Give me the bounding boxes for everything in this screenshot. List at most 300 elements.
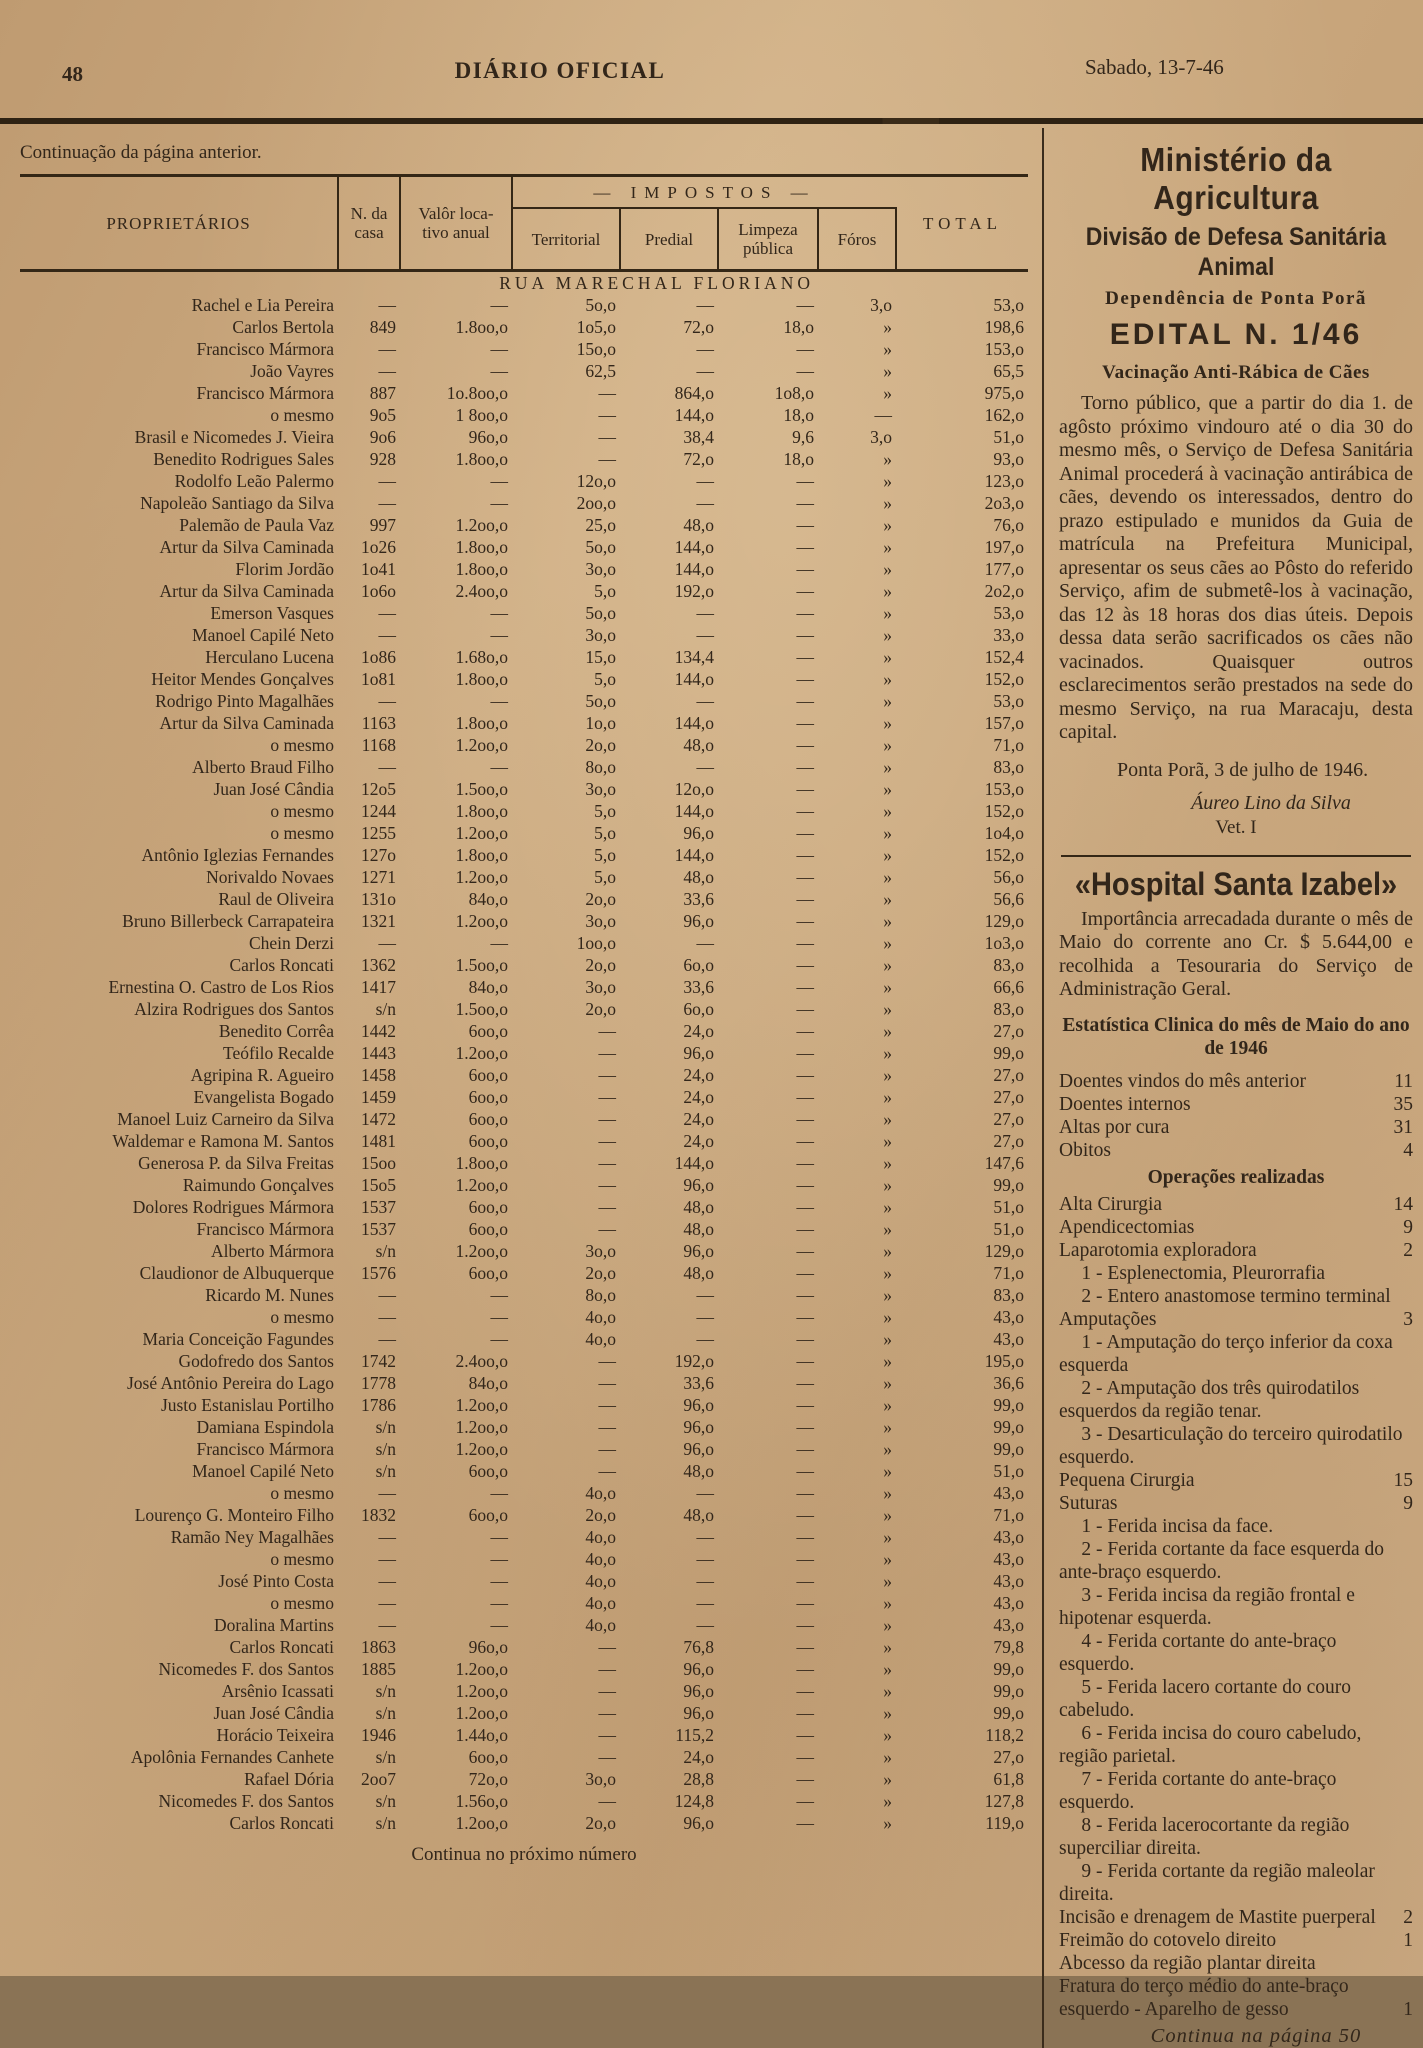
cell: Raimundo Gonçalves: [182, 1175, 334, 1195]
cell: —: [378, 603, 396, 623]
detail-line: 2 - Ferida cortante da face esquerda do ante-braço esquerdo.: [1059, 1538, 1385, 1583]
stat-line: [1059, 1929, 1413, 1952]
cell: 1255: [361, 823, 396, 843]
cell: —: [598, 1637, 616, 1657]
cell: »: [883, 735, 893, 755]
cell: José Antônio Pereira do Lago: [126, 1373, 334, 1393]
table-row: [20, 976, 1028, 998]
cell: —: [796, 1527, 814, 1547]
cell: 3o,o: [585, 911, 616, 931]
cell: 43,o: [993, 1483, 1025, 1503]
cell: o mesmo: [270, 735, 334, 755]
cell: Rodolfo Leão Palermo: [174, 471, 334, 491]
cell: 1.44o,o: [455, 1725, 508, 1745]
cell: Teófilo Recalde: [222, 1043, 334, 1063]
cell: 5,o: [594, 801, 616, 821]
cell: 18,o: [783, 405, 814, 425]
table-row: [20, 338, 1028, 360]
columns: [0, 128, 1423, 2048]
cell: 61,8: [993, 1769, 1025, 1789]
left-column: [0, 128, 1042, 2048]
cell: »: [883, 1351, 893, 1371]
cell: »: [883, 955, 893, 975]
cell: 99,o: [993, 1175, 1025, 1195]
cell: 1o86: [361, 647, 396, 667]
detail-line: 3 - Ferida incisa da região frontal e hipotenar esquerda.: [1059, 1584, 1355, 1629]
cell: 2o,o: [585, 1263, 616, 1283]
cell: 1244: [361, 801, 396, 821]
table-row: [20, 1108, 1028, 1130]
cell: »: [883, 1615, 893, 1635]
cell: —: [796, 1175, 814, 1195]
table-row: [20, 1020, 1028, 1042]
cell: 1.8oo,o: [455, 713, 508, 733]
cell: 4o,o: [585, 1593, 616, 1613]
cell: »: [883, 1175, 893, 1195]
cell: 4o,o: [585, 1483, 616, 1503]
cell: 84o,o: [468, 889, 508, 909]
cell: 1oo,o: [576, 933, 616, 953]
cell: —: [598, 1065, 616, 1085]
cell: »: [883, 1659, 893, 1679]
cell: 3o,o: [585, 559, 616, 579]
stat-label: Fratura do terço médio do ante-braço esquerdo - Aparelho de gesso: [1059, 1975, 1349, 2020]
cell: —: [378, 1285, 396, 1305]
cell: —: [696, 1549, 714, 1569]
stats-heading: Estatística Clinica do mês de Maio do ano de 1946: [1062, 1014, 1410, 1059]
cell: »: [883, 1043, 893, 1063]
stat-value: 1: [1403, 1998, 1413, 2020]
cell: —: [490, 1483, 508, 1503]
stat-label: Obitos: [1059, 1139, 1112, 1161]
table-row: [20, 998, 1028, 1020]
table-row: [20, 1658, 1028, 1680]
cell: 15o5: [361, 1175, 396, 1195]
cell: 96,o: [683, 1395, 714, 1415]
stat-label: Amputações: [1059, 1308, 1157, 1330]
section-divider-rule: [1061, 855, 1411, 857]
table-row: [20, 910, 1028, 932]
col-total: TOTAL: [923, 213, 1003, 233]
cell: 1.2oo,o: [455, 911, 508, 931]
cell: 119,o: [985, 1813, 1025, 1833]
cell: —: [696, 1527, 714, 1547]
cell: —: [796, 1131, 814, 1151]
masthead: [0, 0, 1423, 128]
cell: —: [796, 1285, 814, 1305]
cell: 1.8oo,o: [455, 317, 508, 337]
cell: —: [598, 405, 616, 425]
table-row: [20, 800, 1028, 822]
cell: —: [796, 823, 814, 843]
cell: 144,o: [674, 405, 714, 425]
cell: —: [598, 383, 616, 403]
cell: 84o,o: [468, 977, 508, 997]
table-row: [20, 1680, 1028, 1702]
cell: 157,o: [984, 713, 1025, 733]
cell: »: [883, 1285, 893, 1305]
cell: —: [378, 933, 396, 953]
cell: 1163: [361, 713, 396, 733]
cell: 96,o: [683, 823, 714, 843]
cell: —: [796, 1021, 814, 1041]
stat-value: 9: [1403, 1492, 1413, 1514]
cell: Manoel Capilé Neto: [192, 1461, 334, 1481]
cell: —: [796, 1725, 814, 1745]
table-row: [20, 844, 1028, 866]
cell: 15o,o: [576, 339, 616, 359]
cell: 129,o: [984, 911, 1025, 931]
cell: Damiana Espindola: [196, 1417, 334, 1437]
cell: —: [796, 1065, 814, 1085]
cell: Apolônia Fernandes Canhete: [130, 1747, 334, 1767]
stat-line: [1059, 1492, 1413, 1515]
cell: 43,o: [993, 1307, 1025, 1327]
cell: 144,o: [674, 845, 714, 865]
cell: —: [490, 625, 508, 645]
cell: —: [490, 757, 508, 777]
cell: »: [883, 757, 893, 777]
edital-signature-title: Vet. I: [1215, 816, 1257, 838]
cell: —: [378, 1593, 396, 1613]
cell: 1362: [361, 955, 396, 975]
table-continuation-note: Continua no próximo número: [411, 1844, 637, 1865]
cell: 48,o: [683, 1461, 714, 1481]
cell: »: [883, 339, 893, 359]
street-header-spacer: [818, 271, 1028, 295]
cell: Carlos Roncati: [229, 1813, 334, 1833]
cell: —: [696, 1615, 714, 1635]
cell: »: [883, 1813, 893, 1833]
cell: 43,o: [993, 1527, 1025, 1547]
cell: —: [378, 1329, 396, 1349]
cell: 9,6: [792, 427, 814, 447]
page-number: 48: [62, 62, 83, 86]
cell: 1o4,o: [984, 823, 1025, 843]
cell: —: [490, 471, 508, 491]
cell: Alzira Rodrigues dos Santos: [134, 999, 334, 1019]
cell: 1.2oo,o: [455, 823, 508, 843]
cell: »: [883, 537, 893, 557]
cell: 12o,o: [576, 471, 616, 491]
cell: 5,o: [594, 867, 616, 887]
table-row: [20, 382, 1028, 404]
col-valor: [400, 176, 512, 271]
cell: Rachel e Lia Pereira: [191, 295, 334, 315]
stat-value: 2: [1403, 1906, 1413, 1928]
cell: —: [378, 493, 396, 513]
cell: »: [883, 1329, 893, 1349]
cell: —: [490, 691, 508, 711]
table-row: [20, 1548, 1028, 1570]
cell: —: [796, 713, 814, 733]
cell: 48,o: [683, 867, 714, 887]
cell: 83,o: [993, 999, 1025, 1019]
cell: 1.5oo,o: [455, 779, 508, 799]
cell: »: [883, 1527, 893, 1547]
cell: 51,o: [993, 1461, 1025, 1481]
cell: »: [883, 317, 893, 337]
cell: 1481: [361, 1131, 396, 1151]
cell: —: [378, 339, 396, 359]
detail-line: 9 - Ferida cortante da região maleolar direita.: [1059, 1860, 1375, 1905]
cell: 83,o: [993, 955, 1025, 975]
cell: —: [598, 1197, 616, 1217]
cell: 2.4oo,o: [455, 1351, 508, 1371]
stat-label: Apendicectomias: [1059, 1216, 1195, 1238]
table-row: [20, 1812, 1028, 1834]
cell: 96,o: [683, 1681, 714, 1701]
cell: —: [598, 1109, 616, 1129]
stat-line: [1059, 1469, 1413, 1492]
street-header-row: [20, 271, 1028, 295]
cell: 99,o: [993, 1439, 1025, 1459]
cell: 25,o: [585, 515, 616, 535]
table-row: [20, 1174, 1028, 1196]
cell: Carlos Roncati: [229, 1637, 334, 1657]
cell: 1778: [361, 1373, 396, 1393]
cell: 928: [369, 449, 396, 469]
cell: 1.2oo,o: [455, 1241, 508, 1261]
cell: —: [598, 1153, 616, 1173]
table-row: [20, 602, 1028, 624]
cell: 9o5: [369, 405, 396, 425]
cell: 6oo,o: [468, 1747, 508, 1767]
cell: —: [598, 1131, 616, 1151]
cell: 1.8oo,o: [455, 845, 508, 865]
cell: o mesmo: [270, 1483, 334, 1503]
cell: »: [883, 977, 893, 997]
cell: o mesmo: [270, 823, 334, 843]
cell: 6oo,o: [468, 1263, 508, 1283]
cell: 72,o: [683, 317, 714, 337]
cell: —: [598, 1087, 616, 1107]
detail-line: 2 - Entero anastomose termino terminal: [1081, 1285, 1391, 1307]
cell: Carlos Bertola: [232, 317, 334, 337]
detail-line: 1 - Esplenectomia, Pleurorrafia: [1081, 1262, 1326, 1284]
edital-subject: Vacinação Anti-Rábica de Cães: [1102, 362, 1370, 383]
cell: 93,o: [993, 449, 1025, 469]
cell: —: [796, 1571, 814, 1591]
cell: 129,o: [984, 1241, 1025, 1261]
cell: Artur da Silva Caminada: [159, 581, 334, 601]
cell: —: [796, 845, 814, 865]
cell: —: [796, 493, 814, 513]
cell: —: [796, 581, 814, 601]
cell: —: [796, 1681, 814, 1701]
table-row: [20, 514, 1028, 536]
col-impostos-group: — IMPOSTOS —: [512, 176, 896, 209]
cell: 3o,o: [585, 1769, 616, 1789]
cell: 1537: [361, 1219, 396, 1239]
cell: Chein Derzi: [248, 933, 334, 953]
cell: 56,6: [993, 889, 1025, 909]
cell: 24,o: [683, 1021, 714, 1041]
cell: 96,o: [683, 911, 714, 931]
cell: Lourenço G. Monteiro Filho: [134, 1505, 334, 1525]
table-row: [20, 1614, 1028, 1636]
detail-line: 5 - Ferida lacero cortante do couro cabeludo.: [1059, 1676, 1352, 1721]
cell: 96,o: [683, 1659, 714, 1679]
col-foros: Fóros: [818, 208, 896, 271]
cell: 99,o: [993, 1395, 1025, 1415]
cell: Manoel Luiz Carneiro da Silva: [117, 1109, 334, 1129]
cell: 1832: [361, 1505, 396, 1525]
cell: 43,o: [993, 1615, 1025, 1635]
cell: 1537: [361, 1197, 396, 1217]
stat-label: Pequena Cirurgia: [1059, 1469, 1195, 1491]
table-row: [20, 1416, 1028, 1438]
cell: —: [378, 1483, 396, 1503]
cell: 152,o: [984, 845, 1025, 865]
cell: Doralina Martins: [213, 1615, 334, 1635]
cell: —: [796, 515, 814, 535]
cell: 53,o: [993, 295, 1025, 315]
cell: »: [883, 449, 893, 469]
table-row: [20, 1042, 1028, 1064]
cell: Alberto Mármora: [211, 1241, 334, 1261]
cell: —: [796, 889, 814, 909]
cell: 1417: [361, 977, 396, 997]
table-row: [20, 536, 1028, 558]
cell: 15,o: [585, 647, 616, 667]
cell: 1442: [361, 1021, 396, 1041]
cell: »: [883, 1087, 893, 1107]
cell: —: [598, 1021, 616, 1041]
table-row: [20, 1394, 1028, 1416]
col-territorial: Territorial: [512, 208, 620, 271]
cell: Nicomedes F. dos Santos: [158, 1791, 334, 1811]
cell: 144,o: [674, 1153, 714, 1173]
table-body: [20, 294, 1028, 1834]
cell: 96,o: [683, 1175, 714, 1195]
cell: 144,o: [674, 537, 714, 557]
cell: 5,o: [594, 823, 616, 843]
cell: 1 8oo,o: [455, 405, 508, 425]
cell: s/n: [375, 1461, 396, 1481]
stat-label: Laparotomia exploradora: [1059, 1239, 1257, 1261]
cell: Claudionor de Albuquerque: [139, 1263, 334, 1283]
cell: —: [378, 1527, 396, 1547]
cell: 975,o: [984, 383, 1025, 403]
cell: 1885: [361, 1659, 396, 1679]
cell: »: [883, 1571, 893, 1591]
cell: —: [796, 1703, 814, 1723]
cell: 1.56o,o: [455, 1791, 508, 1811]
cell: 1786: [361, 1395, 396, 1415]
cell: —: [378, 361, 396, 381]
cell: 27,o: [993, 1087, 1025, 1107]
cell: —: [696, 757, 714, 777]
cell: 1.2oo,o: [455, 1175, 508, 1195]
cell: Brasil e Nicomedes J. Vieira: [134, 427, 334, 447]
cell: —: [598, 1659, 616, 1679]
cell: —: [796, 1087, 814, 1107]
cell: 99,o: [993, 1043, 1025, 1063]
cell: 1.2oo,o: [455, 867, 508, 887]
cell: 115,2: [675, 1725, 714, 1745]
cell: »: [883, 1395, 893, 1415]
cell: 76,o: [993, 515, 1025, 535]
cell: »: [883, 1703, 893, 1723]
cell: »: [883, 1373, 893, 1393]
cell: Rafael Dória: [244, 1769, 334, 1789]
cell: 1443: [361, 1043, 396, 1063]
cell: Ramão Ney Magalhães: [170, 1527, 334, 1547]
table-row: [20, 1570, 1028, 1592]
cell: Francisco Mármora: [196, 1439, 334, 1459]
col-casa-line2: casa: [354, 223, 384, 242]
cell: 887: [369, 383, 396, 403]
cell: Bruno Billerbeck Carrapateira: [122, 911, 334, 931]
right-column: [1042, 128, 1423, 2048]
cell: 48,o: [683, 1263, 714, 1283]
cell: 56,o: [993, 867, 1025, 887]
issue-date: Sabado, 13-7-46: [1085, 55, 1224, 79]
cell: —: [490, 339, 508, 359]
cell: 4o,o: [585, 1329, 616, 1349]
cell: »: [883, 1263, 893, 1283]
cell: —: [378, 691, 396, 711]
cell: João Vayres: [250, 361, 334, 381]
cell: —: [796, 1153, 814, 1173]
table-row: [20, 404, 1028, 426]
cell: Ernestina O. Castro de Los Rios: [108, 977, 334, 997]
cell: Antônio Iglezias Fernandes: [141, 845, 334, 865]
cell: 3,o: [870, 295, 893, 315]
cell: Palemão de Paula Vaz: [179, 515, 334, 535]
cell: 84o,o: [468, 1373, 508, 1393]
cell: 1o,o: [585, 713, 616, 733]
detail-line: 8 - Ferida lacerocortante da região superciliar direita.: [1059, 1814, 1350, 1859]
cell: »: [883, 999, 893, 1019]
cell: 1.2oo,o: [455, 1417, 508, 1437]
cell: 36,6: [993, 1373, 1025, 1393]
cell: 1.2oo,o: [455, 1439, 508, 1459]
table-row: [20, 1724, 1028, 1746]
cell: —: [598, 1351, 616, 1371]
cell: —: [796, 1109, 814, 1129]
cell: »: [883, 1483, 893, 1503]
cell: Rodrigo Pinto Magalhães: [155, 691, 334, 711]
cell: 2o2,o: [984, 581, 1025, 601]
table-row: [20, 360, 1028, 382]
cell: »: [883, 603, 893, 623]
cell: —: [796, 977, 814, 997]
cell: 6oo,o: [468, 1065, 508, 1085]
cell: —: [598, 1703, 616, 1723]
table-row: [20, 1768, 1028, 1790]
stat-value: 31: [1393, 1116, 1413, 1138]
cell: Maria Conceição Fagundes: [142, 1329, 334, 1349]
table-row: [20, 1790, 1028, 1812]
cell: —: [796, 471, 814, 491]
cell: 864,o: [674, 383, 714, 403]
cell: 6oo,o: [468, 1197, 508, 1217]
cell: —: [796, 1483, 814, 1503]
table-row: [20, 1284, 1028, 1306]
table-row: [20, 690, 1028, 712]
cell: —: [598, 449, 616, 469]
cell: —: [378, 471, 396, 491]
cell: »: [883, 1725, 893, 1745]
cell: Carlos Roncati: [229, 955, 334, 975]
cell: »: [883, 867, 893, 887]
cell: »: [883, 1219, 893, 1239]
cell: 27,o: [993, 1065, 1025, 1085]
cell: —: [490, 1285, 508, 1305]
table-row: [20, 1306, 1028, 1328]
